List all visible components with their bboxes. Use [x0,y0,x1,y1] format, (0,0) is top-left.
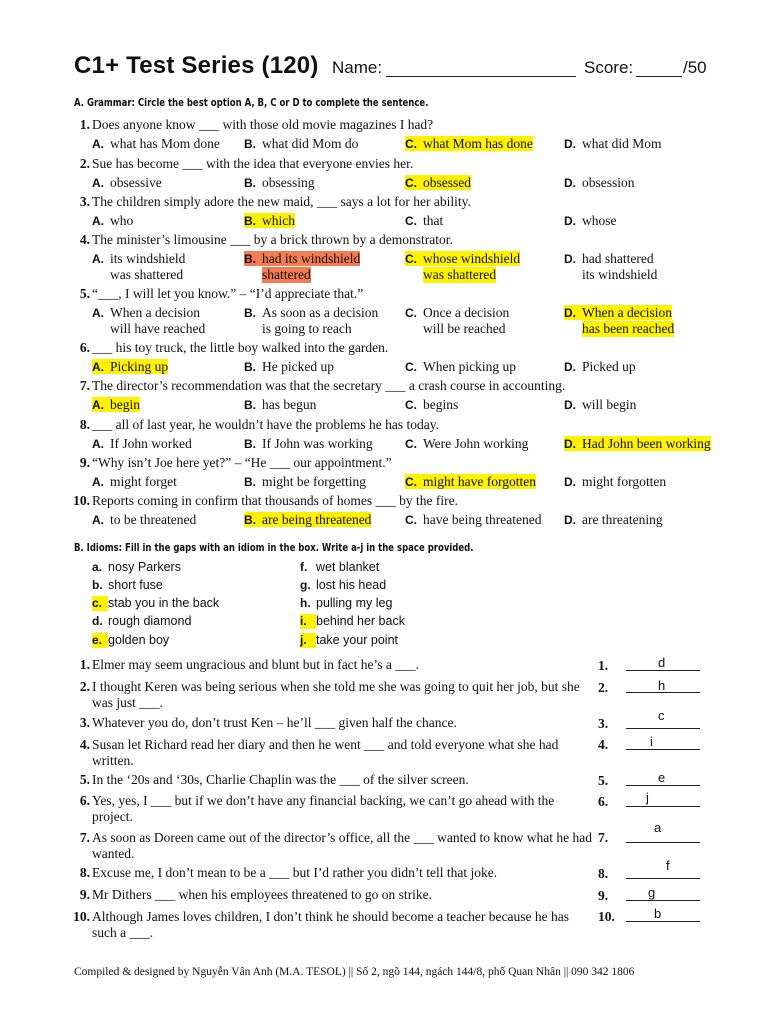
option-letter: A. [92,306,104,320]
option-7d[interactable] [564,397,636,413]
option-text: had shattered [582,251,654,266]
option-5b[interactable] [244,305,379,336]
option-9d[interactable] [564,474,666,490]
answer-value: g [648,885,656,900]
score-field-line[interactable] [636,76,682,77]
question-2 [66,156,413,172]
question-text: “___, I will let you know.” – “I’d appreciate that.” [92,286,364,301]
question-number: 9. [79,455,90,470]
option-9a[interactable] [92,474,177,490]
option-letter: B. [244,306,256,320]
idiom-g [300,578,386,593]
option-4b[interactable] [244,251,361,282]
option-5c[interactable] [405,305,510,336]
idiom-letter: a. [92,560,103,574]
question-number: 4. [79,232,90,247]
question-number: 6. [79,793,90,808]
option-text: obsession [582,175,635,190]
question-7 [66,378,565,394]
name-field-line[interactable] [386,76,576,77]
answer-number: 8. [598,866,609,881]
question-number: 5. [79,772,90,787]
question-text: Sue has become ___ with the idea that everyone envies her. [92,156,414,171]
answer-number: 4. [598,737,609,752]
option-3a[interactable] [92,213,133,229]
option-text: are threatening [582,512,663,527]
option-2d[interactable] [564,175,635,191]
option-letter: D. [564,437,576,451]
answer-value: e [658,770,666,785]
answer-number: 3. [598,716,609,731]
answer-value: b [654,906,662,921]
question-text: The director’s recommendation was that the secretary ___ a crash course in accounting. [92,378,566,393]
question-text: As soon as Doreen came out of the director’s office, all the ___ wanted to know what he had wanted. [92,830,592,861]
answer-blank[interactable] [626,900,700,901]
question-text: Susan let Richard read her diary and then he went ___ and told everyone what she had written. [92,737,559,768]
idiom-text: lost his head [316,578,387,592]
option-5a[interactable] [92,305,206,336]
option-8a[interactable] [92,436,192,452]
idiom-letter: c. [92,596,108,611]
idiom-text: rough diamond [108,614,192,628]
idiom-letter: e. [92,633,108,648]
option-letter: B. [244,513,256,527]
question-text: Excuse me, I don’t mean to be a ___ but I’d rather you didn’t tell that joke. [92,865,498,880]
option-text: to be threatened [110,512,197,527]
idiom-text: short fuse [108,578,163,592]
question-5 [66,286,363,302]
option-letter: B. [244,475,256,489]
question-number: 6. [79,340,90,355]
option-letter: D. [564,176,576,190]
option-text: might forget [110,474,177,489]
idiom-text: stab you in the back [108,596,220,610]
option-text-line2: was shattered [423,267,497,282]
question-number: 3. [79,194,90,209]
option-text: its windshield [110,251,186,266]
answer-blank[interactable] [626,749,700,750]
option-text: will begin [582,397,637,412]
option-3d[interactable] [564,213,617,229]
option-text: Picking up [110,359,169,374]
question-number: 5. [79,286,90,301]
idiom-b [92,578,163,593]
option-10a[interactable] [92,512,196,528]
option-1a[interactable] [92,136,220,152]
option-text-line2: shattered [262,267,311,282]
question-number: 10. [73,909,90,924]
question-text: ___ all of last year, he wouldn’t have the problems he has today. [92,417,439,432]
option-text: what did Mom [582,136,662,151]
option-text: what did Mom do [262,136,359,151]
option-letter: C. [405,475,417,489]
answer-number: 2. [598,680,609,695]
answer-blank[interactable] [626,785,700,786]
name-label: Name: [332,58,383,77]
option-letter: C. [405,360,417,374]
option-text: When picking up [423,359,516,374]
option-letter: C. [405,214,417,228]
option-letter: A. [92,398,104,412]
option-9b[interactable] [244,474,366,490]
question-text: Reports coming in confirm that thousands of homes ___ by the fire. [92,493,458,508]
question-number: 3. [79,715,90,730]
option-text: have being threatened [423,512,542,527]
option-letter: D. [564,306,576,320]
option-6b[interactable] [244,359,334,375]
option-letter: C. [405,398,417,412]
option-4c[interactable] [405,251,521,282]
question-number: 2. [79,156,90,171]
option-8c[interactable] [405,436,528,452]
option-1c[interactable] [405,136,533,152]
page-title: C1+ Test Series (120) [74,52,319,79]
answer-blank[interactable] [626,670,700,671]
idiom-text: pulling my leg [316,596,393,610]
question-number: 8. [79,865,90,880]
idiom-e [92,633,169,648]
option-letter: C. [405,306,417,320]
option-9c[interactable] [405,474,536,490]
question-6 [66,340,388,356]
option-text-line2: will be reached [423,321,506,336]
footer-credits: Compiled & designed by Nguyễn Vân Anh (M.A. TESOL) || Số 2, ngõ 144, ngách 144/8, phố Quan Nhân || 090 342 1806 [74,966,635,978]
option-letter: A. [92,252,104,266]
option-7c[interactable] [405,397,458,413]
option-letter: D. [564,513,576,527]
question-number: 1. [79,117,90,132]
answer-value: d [658,655,666,670]
option-letter: D. [564,252,576,266]
option-text: what Mom has done [423,136,533,151]
idiom-h [300,596,392,611]
option-letter: B. [244,137,256,151]
worksheet-header [74,52,734,88]
answer-number: 7. [598,830,609,845]
question-text: The minister’s limousine ___ by a brick thrown by a demonstrator. [92,232,453,247]
question-9 [66,455,392,471]
question-text: ___ his toy truck, the little boy walked into the garden. [92,340,389,355]
question-number: 1. [79,657,90,672]
option-text: obsessing [262,175,315,190]
option-letter: B. [244,252,256,266]
option-6d[interactable] [564,359,636,375]
option-letter: B. [244,176,256,190]
option-1d[interactable] [564,136,662,152]
answer-value: a [654,820,662,835]
option-letter: C. [405,137,417,151]
idiom-letter: b. [92,578,103,592]
option-7a[interactable] [92,397,140,413]
option-letter: B. [244,360,256,374]
question-text: Mr Dithers ___ when his employees threatened to go on strike. [92,887,433,902]
idiom-text: take your point [316,633,398,647]
option-10d[interactable] [564,512,663,528]
question-4 [66,232,453,248]
idiom-letter: j. [300,633,316,648]
answer-number: 10. [598,909,615,924]
option-text: might forgotten [582,474,667,489]
option-letter: A. [92,475,104,489]
question-text: Although James loves children, I don’t think he should become a teacher because he has such a ___. [92,909,569,940]
answer-number: 6. [598,794,609,809]
option-text: Were John working [423,436,529,451]
option-text-line2: was shattered [110,267,184,282]
option-text: obsessive [110,175,162,190]
option-text-line2: its windshield [582,267,658,282]
option-letter: D. [564,214,576,228]
option-text: Once a decision [423,305,510,320]
section-a-heading: A. Grammar: Circle the best option A, B, C or D to complete the sentence. [74,96,429,109]
option-letter: A. [92,437,104,451]
option-letter: D. [564,137,576,151]
answer-blank[interactable] [626,921,700,922]
idiom-letter: f. [300,560,308,574]
question-text: Yes, yes, I ___ but if we don’t have any financial backing, we can’t go ahead with the project. [92,793,555,824]
option-3c[interactable] [405,213,443,229]
option-text: He picked up [262,359,334,374]
question-text: Does anyone know ___ with those old movie magazines I had? [92,117,434,132]
option-2a[interactable] [92,175,162,191]
option-8b[interactable] [244,436,373,452]
question-text: In the ‘20s and ‘30s, Charlie Chaplin was the ___ of the silver screen. [92,772,469,787]
option-text: When a decision [582,305,672,320]
option-text: If John worked [110,436,192,451]
answer-blank[interactable] [626,728,700,729]
question-text: “Why isn’t Joe here yet?” – “He ___ our appointment.” [92,455,392,470]
answer-number: 5. [598,773,609,788]
idiom-d [92,614,191,629]
option-text: might have forgotten [423,474,536,489]
idiom-text: wet blanket [316,560,380,574]
option-3b[interactable] [244,213,295,229]
answer-blank[interactable] [626,806,700,807]
option-text: begin [110,397,140,412]
option-letter: C. [405,437,417,451]
question-1 [66,117,433,133]
option-2b[interactable] [244,175,315,191]
option-4a[interactable] [92,251,186,282]
option-letter: A. [92,176,104,190]
question-3 [66,194,471,210]
option-letter: D. [564,475,576,489]
option-text: are being threatened [262,512,372,527]
answer-blank[interactable] [626,878,700,879]
option-7b[interactable] [244,397,316,413]
answer-blank[interactable] [626,842,700,843]
question-10 [66,493,458,509]
option-1b[interactable] [244,136,358,152]
question-number: 9. [79,887,90,902]
question-number: 2. [79,679,90,694]
option-letter: A. [92,214,104,228]
question-number: 10. [73,493,90,508]
option-6c[interactable] [405,359,516,375]
question-text: The children simply adore the new maid, ___ says a lot for her ability. [92,194,471,209]
question-text: Elmer may seem ungracious and blunt but in fact he’s a ___. [92,657,419,672]
option-10c[interactable] [405,512,541,528]
idiom-f [300,560,379,575]
idiom-text: behind her back [316,614,405,628]
option-letter: B. [244,214,256,228]
question-8 [66,417,439,433]
option-text: has begun [262,397,317,412]
option-text: might be forgetting [262,474,366,489]
score-label: Score: [584,58,634,77]
option-text-line2: has been reached [582,321,675,336]
option-text: whose windshield [423,251,521,266]
option-letter: B. [244,437,256,451]
option-text: When a decision [110,305,200,320]
question-number: 8. [79,417,90,432]
idiom-text: golden boy [108,633,170,647]
option-6a[interactable] [92,359,168,375]
option-5d[interactable] [564,305,675,336]
idiom-j [300,633,398,648]
answer-number: 1. [598,658,609,673]
option-text: obsessed [423,175,471,190]
option-letter: B. [244,398,256,412]
option-text: As soon as a decision [262,305,379,320]
answer-value: j [646,790,649,805]
question-number: 7. [79,378,90,393]
idiom-letter: d. [92,614,103,628]
section-b-heading: B. Idioms: Fill in the gaps with an idiom in the box. Write a-j in the space provided. [74,541,474,554]
idiom-letter: i. [300,614,316,629]
option-4d[interactable] [564,251,658,282]
score-total: /50 [683,58,707,77]
option-letter: A. [92,360,104,374]
option-letter: A. [92,513,104,527]
option-text: which [262,213,295,228]
option-8d[interactable] [564,436,711,452]
idiom-letter: h. [300,596,311,610]
option-letter: C. [405,513,417,527]
option-2c[interactable] [405,175,471,191]
option-text: Had John been working [582,436,711,451]
option-text: Picked up [582,359,636,374]
option-letter: D. [564,398,576,412]
option-text: begins [423,397,459,412]
option-letter: C. [405,252,417,266]
option-text-line2: is going to reach [262,321,352,336]
question-number: 4. [79,737,90,752]
idiom-letter: g. [300,578,311,592]
idiom-i [300,614,405,629]
idiom-c [92,596,219,611]
option-text: whose [582,213,617,228]
question-text: I thought Keren was being serious when she told me she was going to quit her job, but she was just ___. [92,679,580,710]
option-letter: D. [564,360,576,374]
answer-value: i [650,734,653,749]
option-text: what has Mom done [110,136,220,151]
idiom-text: nosy Parkers [108,560,181,574]
option-letter: C. [405,176,417,190]
answer-value: c [658,708,665,723]
option-text: had its windshield [262,251,361,266]
option-letter: A. [92,137,104,151]
idiom-a [92,560,181,575]
option-text-line2: will have reached [110,321,206,336]
question-text: Whatever you do, don’t trust Ken – he’ll ___ given half the chance. [92,715,457,730]
option-text: If John was working [262,436,373,451]
answer-number: 9. [598,888,609,903]
answer-value: f [666,858,670,873]
option-text: that [423,213,444,228]
answer-value: h [658,678,666,693]
option-text: who [110,213,134,228]
option-10b[interactable] [244,512,371,528]
question-number: 7. [79,830,90,845]
